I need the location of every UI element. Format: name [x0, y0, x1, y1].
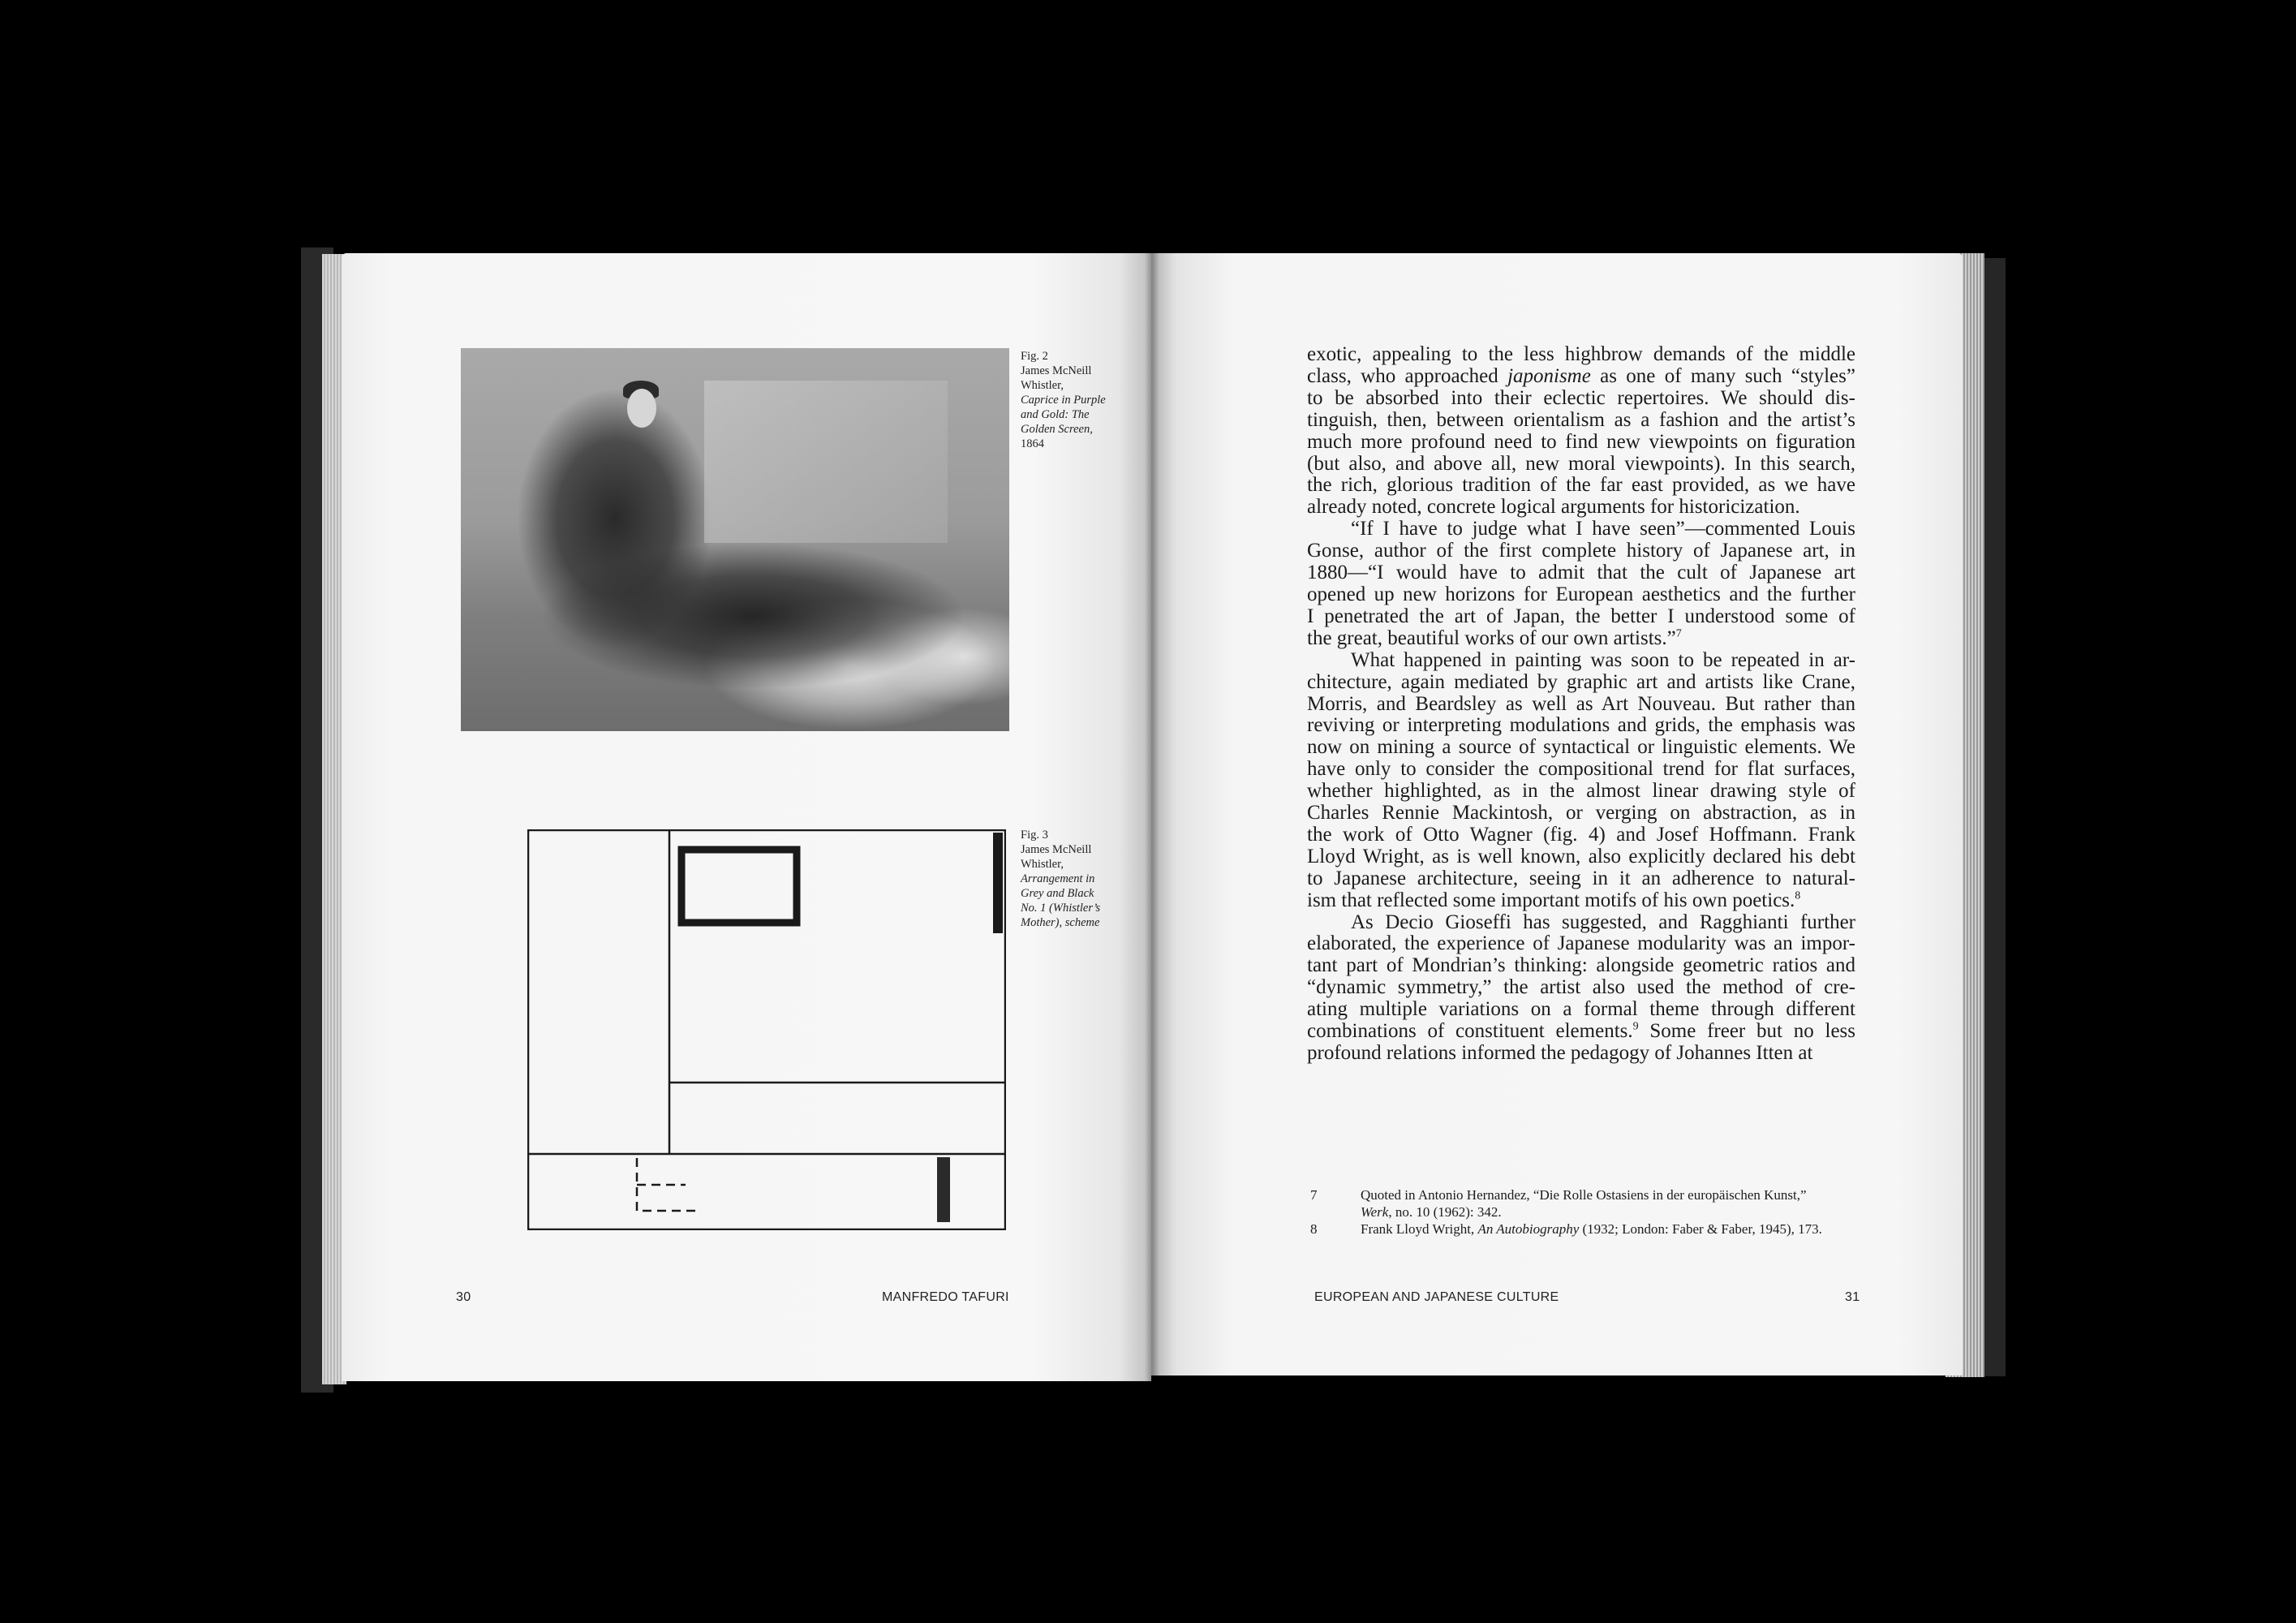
caption-line: Grey and Black [1021, 887, 1094, 900]
body-line: to Japanese architecture, seeing in it an adherence to natural- [1307, 867, 1855, 889]
body-line: class, who approached japonisme as one of many such “styles” [1307, 364, 1855, 387]
left-page-number: 30 [456, 1290, 471, 1304]
body-line: much more profound need to find new viewpoints on figuration [1307, 430, 1855, 453]
body-line: tant part of Mondrian’s thinking: alongside geometric ratios and [1307, 954, 1855, 977]
body-line: tinguish, then, between orientalism as a fashion and the artist’s [1307, 408, 1855, 431]
body-line: the work of Otto Wagner (fig. 4) and Josef Hoffmann. Frank [1307, 823, 1855, 846]
figure-3-caption [1021, 828, 1118, 930]
caption-line: and Gold: The [1021, 408, 1090, 421]
caption-line: Whistler, [1021, 379, 1064, 392]
body-paragraph [1307, 650, 1855, 912]
body-line: I penetrated the art of Japan, the better I understood some of [1307, 605, 1855, 627]
scheme-curtain-bar [993, 833, 1003, 933]
caption-line: Fig. 2 [1021, 350, 1048, 363]
book-gutter [1145, 253, 1159, 1381]
caption-line: No. 1 (Whistler’s [1021, 902, 1101, 915]
body-line: As Decio Gioseffi has suggested, and Ragghianti further [1351, 911, 1855, 933]
body-line: to be absorbed into their eclectic repertoires. We should dis- [1307, 386, 1855, 409]
body-line: opened up new horizons for European aesthetics and the further [1307, 583, 1855, 605]
body-line: profound relations informed the pedagogy of Johannes Itten at [1307, 1042, 1813, 1064]
body-line: exotic, appealing to the less highbrow demands of the middle [1307, 343, 1855, 365]
body-line: the great, beautiful works of our own artists.”$^7$ [1307, 626, 1682, 649]
caption-line: James McNeill [1021, 843, 1092, 856]
caption-line: Caprice in Purple [1021, 394, 1106, 407]
footnote [1310, 1186, 1859, 1220]
caption-line: Arrangement in [1021, 872, 1095, 885]
body-line: whether highlighted, as in the almost linear drawing style of [1307, 780, 1855, 803]
body-line: reviving or interpreting modulations and grids, the emphasis was [1307, 714, 1855, 737]
caption-line: Mother), scheme [1021, 916, 1100, 929]
golden-screen-shape [704, 381, 948, 543]
footnote-number: 7 [1310, 1187, 1318, 1203]
body-line: the rich, glorious tradition of the far east provided, as we have [1307, 474, 1855, 497]
body-line: already noted, concrete logical arguments for historicization. [1307, 496, 1800, 519]
caption-line: Fig. 3 [1021, 829, 1048, 842]
footnote-number: 8 [1310, 1221, 1318, 1237]
scheme-chair-bar [937, 1157, 950, 1222]
footnote-line: Frank Lloyd Wright, An Autobiography (1932; London: Faber & Faber, 1945), 173. [1361, 1221, 1822, 1237]
body-paragraph [1307, 912, 1855, 1065]
body-line: 1880—“I would have to admit that the cult of Japanese art [1307, 562, 1855, 584]
right-running-head: EUROPEAN AND JAPANESE CULTURE [1314, 1290, 1559, 1304]
body-line: ism that reflected some important motifs of his own poetics.$^8$ [1307, 889, 1801, 911]
caption-line: 1864 [1021, 437, 1044, 450]
body-line: now on mining a source of syntactical or linguistic elements. We [1307, 736, 1855, 759]
scheme-picture-frame [681, 850, 797, 923]
body-line: Morris, and Beardsley as well as Art Nouveau. But rather than [1307, 692, 1855, 715]
body-line: combinations of constituent elements.$^9$ Some freer but no less [1307, 1020, 1855, 1043]
body-line: “dynamic symmetry,” the artist also used the method of cre- [1307, 976, 1855, 999]
scheme-outer-frame [528, 830, 1005, 1229]
body-line: What happened in painting was soon to be repeated in ar- [1351, 648, 1855, 671]
body-line: have only to consider the compositional trend for flat surfaces, [1307, 758, 1855, 781]
figure-3-scheme [527, 829, 1006, 1230]
body-paragraph [1307, 519, 1855, 649]
body-line: chitecture, again mediated by graphic art and artists like Crane, [1307, 670, 1855, 693]
caption-line: Whistler, [1021, 858, 1064, 871]
body-line: elaborated, the experience of Japanese modularity was an impor- [1307, 932, 1855, 955]
footnote-line: Werk, no. 10 (1962): 342. [1361, 1204, 1502, 1220]
body-line: (but also, and above all, new moral viewpoints). In this search, [1307, 452, 1855, 475]
caption-line: Golden Screen, [1021, 423, 1093, 436]
body-paragraph [1307, 344, 1855, 519]
body-line: ating multiple variations on a formal theme through different [1307, 998, 1855, 1021]
body-line: Charles Rennie Mackintosh, or verging on abstraction, as in [1307, 802, 1855, 824]
body-line: Lloyd Wright, as is well known, also explicitly declared his debt [1307, 845, 1855, 867]
footnote-line: Quoted in Antonio Hernandez, “Die Rolle Ostasiens in der europäischen Kunst,” [1361, 1187, 1807, 1203]
body-line: “If I have to judge what I have seen”—commented Louis [1351, 518, 1855, 540]
left-running-head: MANFREDO TAFURI [882, 1290, 1009, 1304]
footnotes [1310, 1186, 1859, 1238]
right-page-body-text [1307, 344, 1855, 1065]
figure-face-shape [627, 389, 656, 428]
footnote [1310, 1220, 1859, 1238]
caption-line: James McNeill [1021, 364, 1092, 377]
body-line: Gonse, author of the first complete history of Japanese art, in [1307, 540, 1855, 562]
right-page-number: 31 [1845, 1290, 1860, 1304]
figure-2-caption [1021, 349, 1118, 451]
figure-2-painting [461, 348, 1009, 731]
